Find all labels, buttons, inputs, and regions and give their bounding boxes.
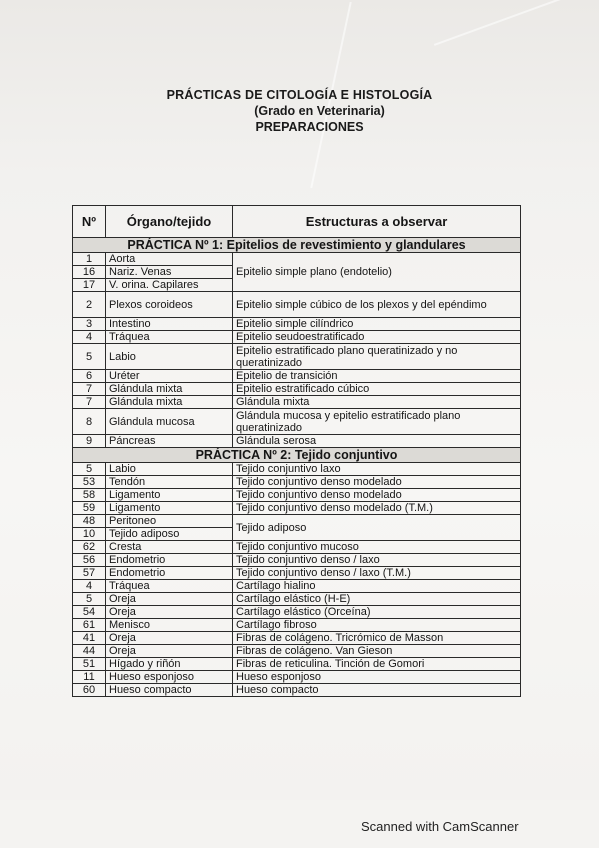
slide-number: 8 <box>73 409 106 435</box>
slide-number: 56 <box>73 554 106 567</box>
structures-to-observe: Tejido conjuntivo denso modelado (T.M.) <box>233 502 521 515</box>
structures-to-observe: Fibras de colágeno. Tricrómico de Masson <box>233 632 521 645</box>
organ-tissue: Ligamento <box>106 489 233 502</box>
slide-number: 3 <box>73 318 106 331</box>
organ-tissue: Nariz. Venas <box>106 266 233 279</box>
slide-number: 57 <box>73 567 106 580</box>
table-row <box>73 292 521 318</box>
organ-tissue: Hueso esponjoso <box>106 671 233 684</box>
slide-number: 53 <box>73 476 106 489</box>
table-row <box>73 606 521 619</box>
organ-tissue: Tráquea <box>106 331 233 344</box>
table-row <box>73 593 521 606</box>
slide-number: 5 <box>73 463 106 476</box>
slide-number: 5 <box>73 344 106 370</box>
table-row <box>73 502 521 515</box>
organ-tissue: Hígado y riñón <box>106 658 233 671</box>
organ-tissue: Glándula mucosa <box>106 409 233 435</box>
section-header-row <box>73 448 521 463</box>
organ-tissue: Tráquea <box>106 580 233 593</box>
table-row <box>73 489 521 502</box>
organ-tissue: Uréter <box>106 370 233 383</box>
table-row <box>73 370 521 383</box>
organ-tissue: Cresta <box>106 541 233 554</box>
slide-number: 5 <box>73 593 106 606</box>
table-row <box>73 580 521 593</box>
organ-tissue: Oreja <box>106 593 233 606</box>
structures-to-observe: Cartílago elástico (Orceína) <box>233 606 521 619</box>
slide-number: 10 <box>73 528 106 541</box>
table-row <box>73 541 521 554</box>
organ-tissue: Oreja <box>106 632 233 645</box>
organ-tissue: Oreja <box>106 645 233 658</box>
table-row <box>73 409 521 435</box>
slide-number: 62 <box>73 541 106 554</box>
slide-number: 41 <box>73 632 106 645</box>
preparations-table <box>72 205 521 697</box>
structures-to-observe: Cartílago fibroso <box>233 619 521 632</box>
slide-number: 2 <box>73 292 106 318</box>
structures-to-observe: Glándula mixta <box>233 396 521 409</box>
structures-to-observe: Epitelio estratificado cúbico <box>233 383 521 396</box>
structures-to-observe: Tejido conjuntivo denso / laxo <box>233 554 521 567</box>
table-row <box>73 658 521 671</box>
table-row <box>73 253 521 266</box>
slide-number: 9 <box>73 435 106 448</box>
structures-to-observe: Tejido conjuntivo denso modelado <box>233 489 521 502</box>
organ-tissue: Endometrio <box>106 554 233 567</box>
table-row <box>73 435 521 448</box>
organ-tissue: Peritoneo <box>106 515 233 528</box>
slide-number: 54 <box>73 606 106 619</box>
organ-tissue: Intestino <box>106 318 233 331</box>
structures-to-observe: Hueso compacto <box>233 684 521 697</box>
column-header-structures: Estructuras a observar <box>233 206 521 238</box>
slide-number: 48 <box>73 515 106 528</box>
table-row <box>73 383 521 396</box>
table-header-row <box>73 206 521 238</box>
table-body <box>73 238 521 697</box>
document-heading: PREPARACIONES <box>255 120 364 134</box>
paper-crease <box>434 0 566 46</box>
table-row <box>73 645 521 658</box>
structures-to-observe: Glándula mucosa y epitelio estratificado plano queratinizado <box>233 409 521 435</box>
organ-tissue: Glándula mixta <box>106 383 233 396</box>
slide-number: 44 <box>73 645 106 658</box>
column-header-organ: Órgano/tejido <box>106 206 233 238</box>
slide-number: 11 <box>73 671 106 684</box>
organ-tissue: Labio <box>106 344 233 370</box>
organ-tissue: Páncreas <box>106 435 233 448</box>
slide-number: 17 <box>73 279 106 292</box>
structures-to-observe: Epitelio simple cilíndrico <box>233 318 521 331</box>
slide-number: 61 <box>73 619 106 632</box>
slide-number: 7 <box>73 396 106 409</box>
table-row <box>73 396 521 409</box>
organ-tissue: Tejido adiposo <box>106 528 233 541</box>
table-row <box>73 619 521 632</box>
structures-to-observe: Epitelio simple cúbico de los plexos y del epéndimo <box>233 292 521 318</box>
structures-to-observe: Fibras de colágeno. Van Gieson <box>233 645 521 658</box>
table-row <box>73 554 521 567</box>
structures-to-observe: Epitelio de transición <box>233 370 521 383</box>
slide-number: 59 <box>73 502 106 515</box>
table-row <box>73 476 521 489</box>
table-row <box>73 344 521 370</box>
slide-number: 60 <box>73 684 106 697</box>
organ-tissue: V. orina. Capilares <box>106 279 233 292</box>
slide-number: 7 <box>73 383 106 396</box>
table-row <box>73 331 521 344</box>
structures-to-observe: Tejido conjuntivo denso / laxo (T.M.) <box>233 567 521 580</box>
table-row <box>73 318 521 331</box>
slide-number: 4 <box>73 331 106 344</box>
structures-to-observe: Hueso esponjoso <box>233 671 521 684</box>
structures-to-observe: Tejido adiposo <box>233 515 521 541</box>
structures-to-observe: Glándula serosa <box>233 435 521 448</box>
slide-number: 4 <box>73 580 106 593</box>
table-row <box>73 632 521 645</box>
structures-to-observe: Fibras de reticulina. Tinción de Gomori <box>233 658 521 671</box>
document-title: PRÁCTICAS DE CITOLOGÍA E HISTOLOGÍA <box>166 88 433 102</box>
document-subtitle: (Grado en Veterinaria) <box>254 104 385 118</box>
organ-tissue: Endometrio <box>106 567 233 580</box>
scanner-watermark: Scanned with CamScanner <box>361 819 519 834</box>
table-row <box>73 567 521 580</box>
slide-number: 1 <box>73 253 106 266</box>
structures-to-observe: Tejido conjuntivo denso modelado <box>233 476 521 489</box>
structures-to-observe: Epitelio estratificado plano queratinizado y no queratinizado <box>233 344 521 370</box>
column-header-number: Nº <box>73 206 106 238</box>
organ-tissue: Glándula mixta <box>106 396 233 409</box>
slide-number: 51 <box>73 658 106 671</box>
table-row <box>73 463 521 476</box>
structures-to-observe: Tejido conjuntivo mucoso <box>233 541 521 554</box>
structures-to-observe: Epitelio simple plano (endotelio) <box>233 253 521 292</box>
section-title: PRÁCTICA Nº 2: Tejido conjuntivo <box>73 448 521 463</box>
table-row <box>73 515 521 528</box>
structures-to-observe: Tejido conjuntivo laxo <box>233 463 521 476</box>
organ-tissue: Labio <box>106 463 233 476</box>
slide-number: 6 <box>73 370 106 383</box>
section-header-row <box>73 238 521 253</box>
structures-to-observe: Epitelio seudoestratificado <box>233 331 521 344</box>
organ-tissue: Ligamento <box>106 502 233 515</box>
slide-number: 58 <box>73 489 106 502</box>
structures-to-observe: Cartílago elástico (H-E) <box>233 593 521 606</box>
section-title: PRÁCTICA Nº 1: Epitelios de revestimiento y glandulares <box>73 238 521 253</box>
table-row <box>73 684 521 697</box>
slide-number: 16 <box>73 266 106 279</box>
organ-tissue: Oreja <box>106 606 233 619</box>
organ-tissue: Menisco <box>106 619 233 632</box>
organ-tissue: Plexos coroideos <box>106 292 233 318</box>
organ-tissue: Hueso compacto <box>106 684 233 697</box>
structures-to-observe: Cartílago hialino <box>233 580 521 593</box>
organ-tissue: Tendón <box>106 476 233 489</box>
organ-tissue: Aorta <box>106 253 233 266</box>
table-row <box>73 671 521 684</box>
